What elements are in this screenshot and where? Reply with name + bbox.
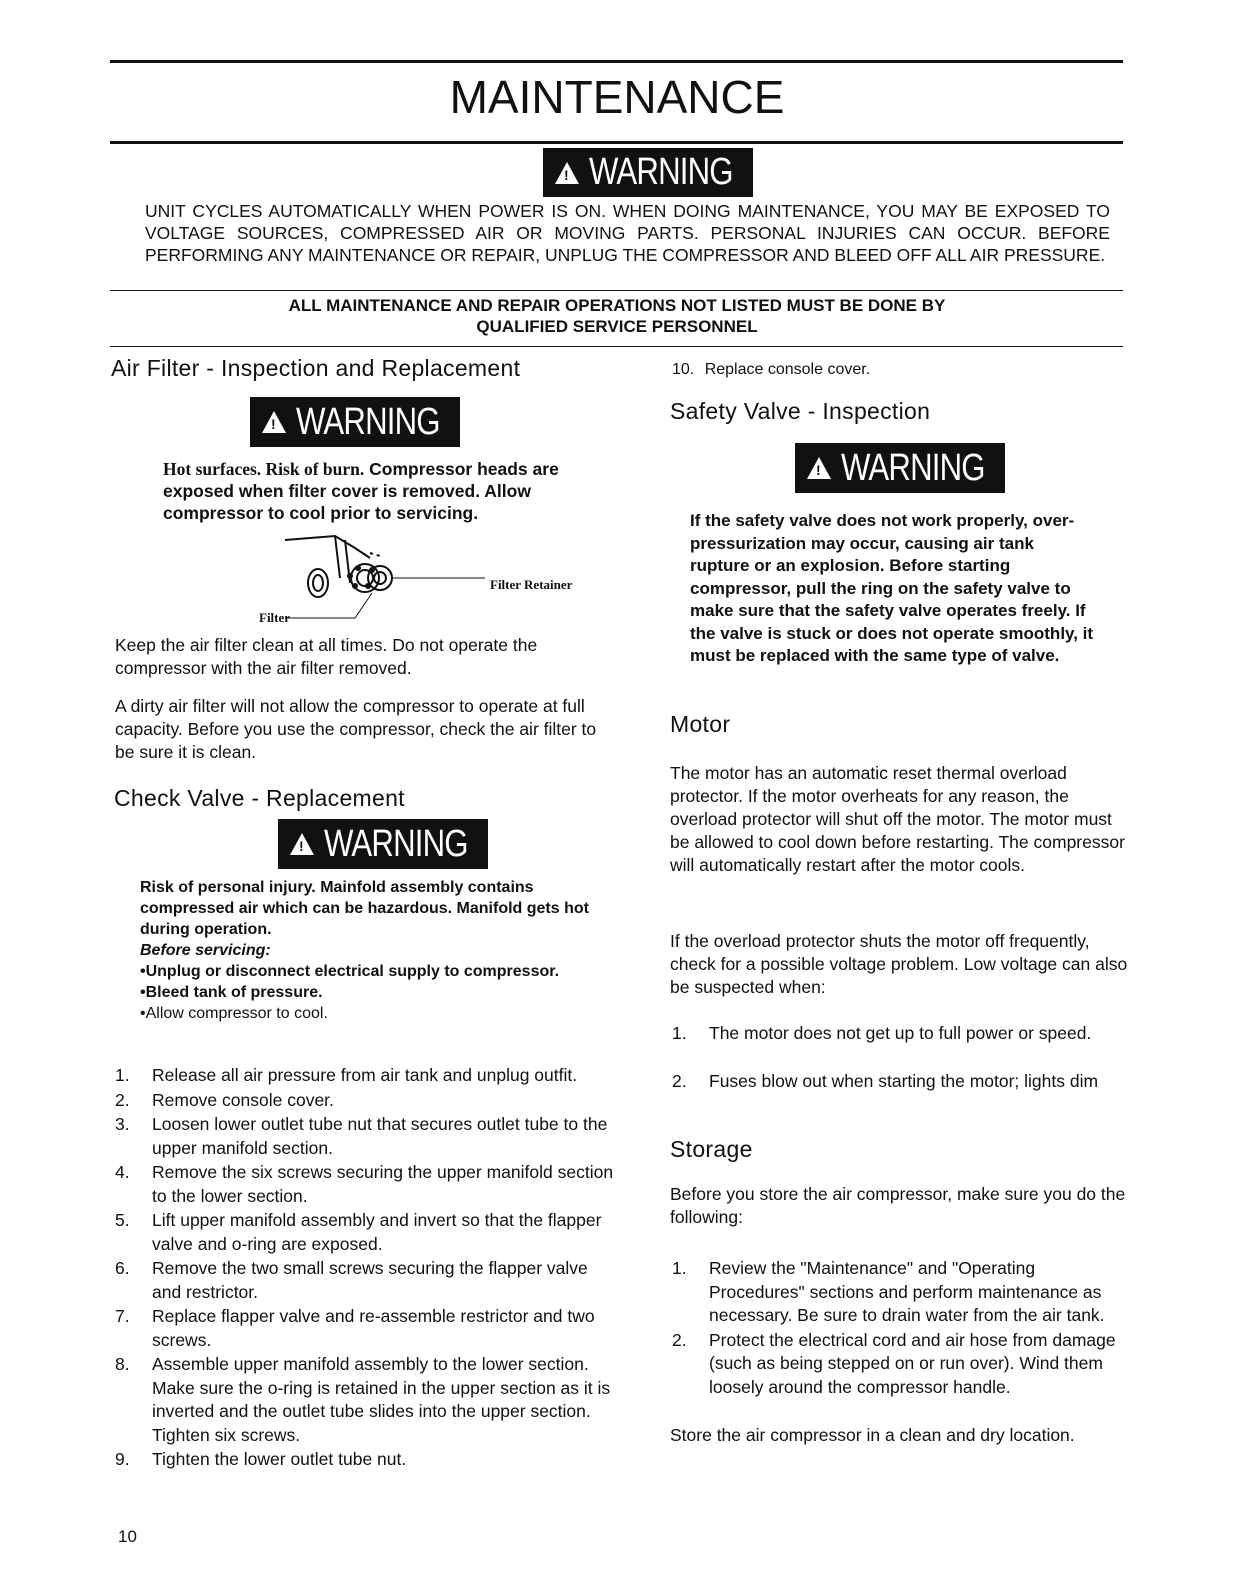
air-filter-warning-text: Hot surfaces. Risk of burn. Compressor heads are exposed when filter cover is removed. Allow compressor to cool prior to servicing. <box>163 459 559 523</box>
motor-para-2: If the overload protector shuts the motor off frequently, check for a possible voltage problem. Low voltage can also be suspected when: <box>670 931 1128 997</box>
list-item: 4. Remove the six screws securing the upper manifold section to the lower section. <box>115 1162 614 1206</box>
top-rule <box>110 60 1123 63</box>
safety-valve-warning-text: If the safety valve does not work properly, over-pressurization may occur, causing air tank rupture or an explosion. Before starting compressor, pull the ring on the safety valve to make sure that the safety valve operates freely. If the valve is stuck or does not operate smoothly, it must be replaced with the same type of valve. <box>690 511 1094 665</box>
list-item: 3. Loosen lower outlet tube nut that secures outlet tube to the upper manifold section. <box>115 1114 608 1158</box>
storage-heading: Storage <box>670 1136 753 1162</box>
list-item: 2. Protect the electrical cord and air hose from damage (such as being stepped on or run over). Wind them loosely around the compressor handle. <box>672 1329 1116 1397</box>
check-valve-warning-text: Risk of personal injury. Mainfold assembly contains compressed air which can be hazardous. Manifold gets hot during operation. Before servicing: •Unplug or disconnect electrical supply to compressor. •Bleed tank of pressure. •Allow compressor to cool. <box>140 879 589 1022</box>
page-number: 10 <box>118 1527 137 1546</box>
list-item: 6. Remove the two small screws securing the flapper valve and restrictor. <box>115 1258 588 1302</box>
air-filter-heading: Air Filter - Inspection and Replacement <box>111 355 521 381</box>
storage-para-1: Before you store the air compressor, make sure you do the following: <box>670 1184 1126 1227</box>
storage-closing: Store the air compressor in a clean and dry location. <box>670 1425 1075 1445</box>
check-valve-step-10: 10. Replace console cover. <box>672 361 871 378</box>
list-item: 5. Lift upper manifold assembly and invert so that the flapper valve and o-ring are exposed. <box>115 1210 602 1254</box>
warning-triangle-icon <box>262 411 286 433</box>
check-valve-steps <box>115 1064 615 1473</box>
list-item: 7. Replace flapper valve and re-assemble restrictor and two screws. <box>115 1306 595 1350</box>
storage-steps <box>672 1257 1132 1400</box>
filter-retainer-label: Filter Retainer <box>490 577 573 592</box>
list-item: 2. Remove console cover. <box>115 1089 334 1110</box>
safety-valve-heading: Safety Valve - Inspection <box>670 398 931 424</box>
check-valve-warning-badge: ! WARNING <box>278 819 488 869</box>
air-filter-para-2: A dirty air filter will not allow the compressor to operate at full capacity. Before you use the compressor, check the air filter to be sure it is clean. <box>115 696 597 762</box>
section-divider-rule <box>110 346 1123 347</box>
warning-triangle-icon <box>290 833 314 855</box>
title-underline-rule <box>110 141 1123 144</box>
check-valve-heading: Check Valve - Replacement <box>114 785 405 811</box>
warning-triangle-icon <box>555 162 579 184</box>
filter-label: Filter <box>259 610 291 625</box>
safety-valve-warning-badge: ! WARNING <box>795 443 1005 493</box>
air-filter-para-1: Keep the air filter clean at all times. Do not operate the compressor with the air filter removed. <box>115 635 538 678</box>
top-warning-badge: ! WARNING <box>543 148 753 197</box>
motor-heading: Motor <box>670 711 731 737</box>
qualified-personnel-notice: ALL MAINTENANCE AND REPAIR OPERATIONS NOT LISTED MUST BE DONE BY QUALIFIED SERVICE PERSONNEL <box>288 296 946 336</box>
list-item: 1. The motor does not get up to full power or speed. <box>672 1023 1092 1043</box>
top-warning-text: UNIT CYCLES AUTOMATICALLY WHEN POWER IS ON. WHEN DOING MAINTENANCE, YOU MAY BE EXPOSED TO VOLTAGE SOURCES, COMPRESSED AIR OR MOVING PARTS. PERSONAL INJURIES CAN OCCUR. BEFORE PERFORMING ANY MAINTENANCE OR REPAIR, UNPLUG THE COMPRESSOR AND BLEED OFF ALL AIR PRESSURE. <box>145 201 1110 265</box>
list-item: 8. Assemble upper manifold assembly to the lower section. Make sure the o-ring is retained in the upper section as it is inverted and the outlet tube slides into the upper section. Tighten six screws. <box>115 1354 611 1445</box>
page-title: MAINTENANCE <box>449 71 785 123</box>
warning-triangle-icon <box>807 457 831 479</box>
motor-para-1: The motor has an automatic reset thermal overload protector. If the motor overheats for any reason, the overload protector will shut off the motor. The motor must be allowed to cool down before restarting. The compressor will automatically restart after the motor cools. <box>670 763 1125 875</box>
warning-divider-rule <box>110 290 1123 291</box>
motor-symptom-list <box>672 1022 1132 1094</box>
list-item: 1. Release all air pressure from air tank and unplug outfit. <box>115 1065 578 1085</box>
list-item: 2. Fuses blow out when starting the motor; lights dim <box>672 1070 1099 1091</box>
air-filter-warning-badge: ! WARNING <box>250 397 460 447</box>
air-filter-diagram <box>240 528 500 623</box>
list-item: 9. Tighten the lower outlet tube nut. <box>115 1449 407 1469</box>
list-item: 1. Review the "Maintenance" and "Operating Procedures" sections and perform maintenance as necessary. Be sure to drain water from the air tank. <box>672 1258 1105 1325</box>
